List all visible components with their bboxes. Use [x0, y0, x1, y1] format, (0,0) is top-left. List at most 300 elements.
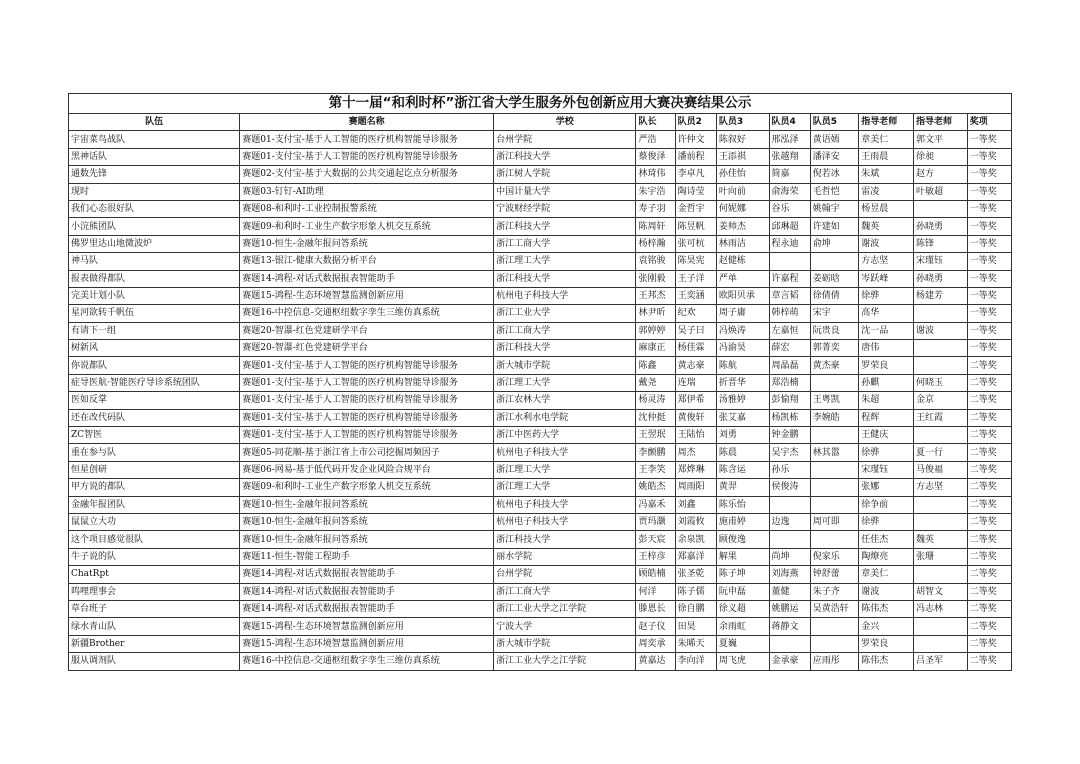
- team-cell: 小浣熊团队: [69, 218, 240, 235]
- member-2-cell: 王陆怡: [675, 427, 716, 444]
- team-cell: 还在改代码队: [69, 409, 240, 426]
- table-row: [69, 374, 1012, 391]
- captain-cell: 杨灵涛: [636, 392, 675, 409]
- award-cell: 一等奖: [967, 235, 1011, 252]
- team-cell: 草台班子: [69, 600, 240, 617]
- member-3-cell: 陈晨: [716, 444, 769, 461]
- table-row: [69, 409, 1012, 426]
- member-4-cell: 简嘉: [769, 166, 810, 183]
- member-4-cell: [769, 531, 810, 548]
- advisor-1-cell: 朱斌: [859, 166, 914, 183]
- advisor-2-cell: 孙晓勇: [913, 270, 967, 287]
- member-5-cell: 徐倩倩: [810, 287, 858, 304]
- member-3-cell: 严单: [716, 270, 769, 287]
- table-row: [69, 635, 1012, 652]
- member-4-cell: 张越翔: [769, 148, 810, 165]
- member-5-cell: 许建如: [810, 218, 858, 235]
- topic-cell: 赛题10-恒生-金融年报问答系统: [240, 235, 494, 252]
- topic-cell: 赛题15-鸿程-生态环境智慧监测创新应用: [240, 618, 494, 635]
- topic-cell: 赛题16-中控信息-交通枢纽数字孪生三维仿真系统: [240, 305, 494, 322]
- member-4-cell: 侯俊涛: [769, 479, 810, 496]
- topic-cell: 赛题14-鸿程-对话式数据报表智能助手: [240, 600, 494, 617]
- header-row: [69, 114, 1012, 131]
- table-row: [69, 618, 1012, 635]
- table-row: [69, 583, 1012, 600]
- award-cell: 二等奖: [967, 653, 1011, 670]
- award-cell: 二等奖: [967, 618, 1011, 635]
- member-4-cell: 邢泓泽: [769, 131, 810, 148]
- topic-cell: 赛题01-支付宝-基于人工智能的医疗机构智能导诊服务: [240, 392, 494, 409]
- school-cell: 浙江树人学院: [494, 166, 636, 183]
- member-5-cell: 郭菁奕: [810, 340, 858, 357]
- school-cell: 浙江中医药大学: [494, 427, 636, 444]
- advisor-2-cell: [913, 200, 967, 217]
- advisor-2-cell: 叶敏超: [913, 183, 967, 200]
- topic-cell: 赛题10-恒生-金融年报问答系统: [240, 513, 494, 530]
- member-5-cell: 王粤凯: [810, 392, 858, 409]
- member-3-cell: 张艾嘉: [716, 409, 769, 426]
- member-4-cell: 周晶磊: [769, 357, 810, 374]
- member-5-cell: 毛哲恺: [810, 183, 858, 200]
- school-cell: 浙江工业大学: [494, 305, 636, 322]
- advisor-2-cell: 冯志林: [913, 600, 967, 617]
- table-row: [69, 200, 1012, 217]
- member-5-cell: 林其嚣: [810, 444, 858, 461]
- award-cell: 二等奖: [967, 392, 1011, 409]
- member-2-cell: 郑烨琳: [675, 461, 716, 478]
- member-4-cell: 刘海燕: [769, 566, 810, 583]
- topic-cell: 赛题14-鸿程-对话式数据报表智能助手: [240, 566, 494, 583]
- member-2-cell: 周杰: [675, 444, 716, 461]
- advisor-2-cell: 孙晓勇: [913, 218, 967, 235]
- member-3-cell: 解果: [716, 548, 769, 565]
- advisor-2-cell: [913, 513, 967, 530]
- school-cell: 宁波财经学院: [494, 200, 636, 217]
- table-row: [69, 479, 1012, 496]
- team-cell: 神马队: [69, 253, 240, 270]
- advisor-1-cell: 金兴: [859, 618, 914, 635]
- team-cell: 宇宙菜鸟战队: [69, 131, 240, 148]
- member-4-cell: 许嘉程: [769, 270, 810, 287]
- school-cell: 浙江工商大学: [494, 322, 636, 339]
- school-cell: 浙江理工大学: [494, 461, 636, 478]
- team-cell: 佛罗里达山地微波炉: [69, 235, 240, 252]
- member-3-cell: 折晋华: [716, 374, 769, 391]
- advisor-2-cell: 张珊: [913, 548, 967, 565]
- member-3-cell: 孙佳怡: [716, 166, 769, 183]
- advisor-1-cell: 沈一品: [859, 322, 914, 339]
- advisor-1-cell: 陶燎亮: [859, 548, 914, 565]
- team-cell: 我们心态很好队: [69, 200, 240, 217]
- team-cell: 现时: [69, 183, 240, 200]
- member-5-cell: [810, 427, 858, 444]
- team-cell: 重在参与队: [69, 444, 240, 461]
- topic-cell: 赛题01-支付宝-基于人工智能的医疗机构智能导诊服务: [240, 357, 494, 374]
- member-2-cell: 潘前程: [675, 148, 716, 165]
- team-cell: 鸣哩理事会: [69, 583, 240, 600]
- results-table: [68, 93, 1012, 671]
- member-3-cell: 冯焕涛: [716, 322, 769, 339]
- school-cell: 浙江科技大学: [494, 218, 636, 235]
- member-4-cell: 邱琳超: [769, 218, 810, 235]
- captain-cell: 张刚毅: [636, 270, 675, 287]
- topic-cell: 赛题09-和利时-工业生产数字形象人机交互系统: [240, 218, 494, 235]
- member-5-cell: [810, 479, 858, 496]
- team-cell: 通数先锋: [69, 166, 240, 183]
- member-2-cell: 李卓凡: [675, 166, 716, 183]
- advisor-2-cell: 胡智文: [913, 583, 967, 600]
- captain-cell: 姚皓杰: [636, 479, 675, 496]
- advisor-1-cell: 陈伟杰: [859, 653, 914, 670]
- award-cell: 二等奖: [967, 583, 1011, 600]
- captain-cell: 彭天宸: [636, 531, 675, 548]
- member-2-cell: 黄俊轩: [675, 409, 716, 426]
- member-4-cell: 金承豪: [769, 653, 810, 670]
- advisor-1-cell: 魏英: [859, 218, 914, 235]
- advisor-1-cell: 王健庆: [859, 427, 914, 444]
- award-cell: 二等奖: [967, 548, 1011, 565]
- school-cell: 台州学院: [494, 566, 636, 583]
- member-5-cell: 倪若冰: [810, 166, 858, 183]
- member-3-cell: 汤雅婷: [716, 392, 769, 409]
- captain-cell: 顾皓楠: [636, 566, 675, 583]
- advisor-2-cell: 吕圣军: [913, 653, 967, 670]
- member-2-cell: 朱晞天: [675, 635, 716, 652]
- member-5-cell: 宋宇: [810, 305, 858, 322]
- member-2-cell: 杨佳霖: [675, 340, 716, 357]
- member-5-cell: 俞坤: [810, 235, 858, 252]
- school-cell: 浙江水利水电学院: [494, 409, 636, 426]
- advisor-1-cell: 罗荣良: [859, 635, 914, 652]
- school-cell: 浙江工业大学之江学院: [494, 653, 636, 670]
- captain-cell: 滕恩长: [636, 600, 675, 617]
- award-cell: 一等奖: [967, 253, 1011, 270]
- advisor-2-cell: [913, 357, 967, 374]
- advisor-1-cell: 徐骅: [859, 287, 914, 304]
- header-member-5: 队员5: [810, 114, 858, 131]
- advisor-2-cell: 夏一行: [913, 444, 967, 461]
- advisor-1-cell: 章美仁: [859, 566, 914, 583]
- topic-cell: 赛题15-鸿程-生态环境智慧监测创新应用: [240, 635, 494, 652]
- captain-cell: 朱宇浩: [636, 183, 675, 200]
- team-cell: ZC智医: [69, 427, 240, 444]
- member-2-cell: 陶诗莹: [675, 183, 716, 200]
- topic-cell: 赛题08-和利时-工业控制报警系统: [240, 200, 494, 217]
- award-cell: 二等奖: [967, 496, 1011, 513]
- advisor-1-cell: 谢波: [859, 235, 914, 252]
- table-row: [69, 305, 1012, 322]
- school-cell: 宁波大学: [494, 618, 636, 635]
- topic-cell: 赛题05-同花顺-基于浙江省上市公司挖掘周频因子: [240, 444, 494, 461]
- captain-cell: 王翌珉: [636, 427, 675, 444]
- table-row: [69, 653, 1012, 670]
- table-row: [69, 270, 1012, 287]
- topic-cell: 赛题14-鸿程-对话式数据报表智能助手: [240, 270, 494, 287]
- advisor-1-cell: 张娜: [859, 479, 914, 496]
- school-cell: 浙江理工大学: [494, 479, 636, 496]
- captain-cell: 麻康正: [636, 340, 675, 357]
- award-cell: 二等奖: [967, 479, 1011, 496]
- award-cell: 二等奖: [967, 374, 1011, 391]
- award-cell: 一等奖: [967, 305, 1011, 322]
- advisor-1-cell: 罗荣良: [859, 357, 914, 374]
- member-4-cell: 姚鹏运: [769, 600, 810, 617]
- school-cell: 浙大城市学院: [494, 635, 636, 652]
- team-cell: 新疆Brother: [69, 635, 240, 652]
- table-body: [69, 131, 1012, 670]
- school-cell: 浙江理工大学: [494, 374, 636, 391]
- award-cell: 一等奖: [967, 183, 1011, 200]
- advisor-1-cell: 雷凌: [859, 183, 914, 200]
- member-2-cell: 周雨阳: [675, 479, 716, 496]
- topic-cell: 赛题14-鸿程-对话式数据报表智能助手: [240, 583, 494, 600]
- member-4-cell: 韩梓萌: [769, 305, 810, 322]
- header-award: 奖项: [967, 114, 1011, 131]
- header-team: 队伍: [69, 114, 240, 131]
- captain-cell: 贾玛灏: [636, 513, 675, 530]
- member-4-cell: 彭愉翔: [769, 392, 810, 409]
- header-captain: 队长: [636, 114, 675, 131]
- member-4-cell: 谷乐: [769, 200, 810, 217]
- member-3-cell: 何妮娜: [716, 200, 769, 217]
- member-5-cell: 吴黄浩轩: [810, 600, 858, 617]
- school-cell: 杭州电子科技大学: [494, 513, 636, 530]
- table-row: [69, 131, 1012, 148]
- member-5-cell: 钟舒蕾: [810, 566, 858, 583]
- advisor-1-cell: 任佳杰: [859, 531, 914, 548]
- team-cell: 有请下一组: [69, 322, 240, 339]
- member-4-cell: 钟金鹏: [769, 427, 810, 444]
- captain-cell: 周奕承: [636, 635, 675, 652]
- advisor-2-cell: 谢波: [913, 322, 967, 339]
- table-row: [69, 218, 1012, 235]
- table-row: [69, 461, 1012, 478]
- header-advisor-2: 指导老师: [913, 114, 967, 131]
- member-2-cell: 纪欢: [675, 305, 716, 322]
- advisor-2-cell: [913, 566, 967, 583]
- topic-cell: 赛题01-支付宝-基于人工智能的医疗机构智能导诊服务: [240, 409, 494, 426]
- member-5-cell: 阮贵良: [810, 322, 858, 339]
- captain-cell: 冯嘉禾: [636, 496, 675, 513]
- award-cell: 二等奖: [967, 444, 1011, 461]
- member-2-cell: 张圣乾: [675, 566, 716, 583]
- table-row: [69, 548, 1012, 565]
- team-cell: 症导医航·智能医疗导诊系统团队: [69, 374, 240, 391]
- school-cell: 浙江工商大学: [494, 583, 636, 600]
- member-4-cell: 杨凯栋: [769, 409, 810, 426]
- award-cell: 二等奖: [967, 635, 1011, 652]
- advisor-1-cell: 章美仁: [859, 131, 914, 148]
- advisor-1-cell: 岑跃峰: [859, 270, 914, 287]
- award-cell: 一等奖: [967, 166, 1011, 183]
- table-row: [69, 531, 1012, 548]
- member-4-cell: 孙乐: [769, 461, 810, 478]
- captain-cell: 林琦伟: [636, 166, 675, 183]
- member-3-cell: 欧阳贝承: [716, 287, 769, 304]
- member-5-cell: 倪家乐: [810, 548, 858, 565]
- advisor-2-cell: [913, 305, 967, 322]
- advisor-2-cell: 宋瑾钰: [913, 253, 967, 270]
- member-3-cell: 施甫婷: [716, 513, 769, 530]
- member-4-cell: 郑浩楠: [769, 374, 810, 391]
- member-4-cell: 俞海荣: [769, 183, 810, 200]
- member-2-cell: 金哲宇: [675, 200, 716, 217]
- advisor-1-cell: 方志坚: [859, 253, 914, 270]
- header-school: 学校: [494, 114, 636, 131]
- school-cell: 中国计量大学: [494, 183, 636, 200]
- team-cell: 这个项目感觉很队: [69, 531, 240, 548]
- school-cell: 浙江农林大学: [494, 392, 636, 409]
- member-3-cell: 刘勇: [716, 427, 769, 444]
- school-cell: 台州学院: [494, 131, 636, 148]
- award-cell: 一等奖: [967, 322, 1011, 339]
- member-4-cell: 薛宏: [769, 340, 810, 357]
- school-cell: 浙江理工大学: [494, 253, 636, 270]
- captain-cell: 王邦杰: [636, 287, 675, 304]
- member-4-cell: 程永迪: [769, 235, 810, 252]
- member-2-cell: 吴子曰: [675, 322, 716, 339]
- member-4-cell: 董健: [769, 583, 810, 600]
- table-row: [69, 235, 1012, 252]
- member-3-cell: 陈子坤: [716, 566, 769, 583]
- advisor-2-cell: 方志坚: [913, 479, 967, 496]
- advisor-2-cell: 郭文平: [913, 131, 967, 148]
- captain-cell: 寿子羽: [636, 200, 675, 217]
- school-cell: 浙江科技大学: [494, 270, 636, 287]
- award-cell: 二等奖: [967, 600, 1011, 617]
- school-cell: 浙江科技大学: [494, 148, 636, 165]
- member-4-cell: 吴宇杰: [769, 444, 810, 461]
- school-cell: 浙大城市学院: [494, 357, 636, 374]
- school-cell: 浙江科技大学: [494, 531, 636, 548]
- member-5-cell: 应雨彤: [810, 653, 858, 670]
- member-5-cell: [810, 618, 858, 635]
- advisor-2-cell: 马俊福: [913, 461, 967, 478]
- member-3-cell: 林雨洁: [716, 235, 769, 252]
- table-row: [69, 148, 1012, 165]
- member-3-cell: 余雨虹: [716, 618, 769, 635]
- team-cell: 金融年报团队: [69, 496, 240, 513]
- captain-cell: 林尹昕: [636, 305, 675, 322]
- captain-cell: 陈周轩: [636, 218, 675, 235]
- member-3-cell: 叶向前: [716, 183, 769, 200]
- member-4-cell: [769, 496, 810, 513]
- advisor-1-cell: 唐伟: [859, 340, 914, 357]
- member-3-cell: 陈含运: [716, 461, 769, 478]
- member-2-cell: 田昊: [675, 618, 716, 635]
- member-3-cell: 陈叙好: [716, 131, 769, 148]
- header-member-2: 队员2: [675, 114, 716, 131]
- award-cell: 一等奖: [967, 200, 1011, 217]
- topic-cell: 赛题13-银江-健康大数据分析平台: [240, 253, 494, 270]
- member-3-cell: 阮申磊: [716, 583, 769, 600]
- award-cell: 二等奖: [967, 357, 1011, 374]
- header-member-3: 队员3: [716, 114, 769, 131]
- member-2-cell: 张可杭: [675, 235, 716, 252]
- advisor-2-cell: [913, 496, 967, 513]
- award-cell: 一等奖: [967, 287, 1011, 304]
- topic-cell: 赛题20-智瀑-红色党建研学平台: [240, 340, 494, 357]
- school-cell: 浙江科技大学: [494, 340, 636, 357]
- captain-cell: 陈鑫: [636, 357, 675, 374]
- award-cell: 一等奖: [967, 131, 1011, 148]
- captain-cell: 沈仲挺: [636, 409, 675, 426]
- advisor-2-cell: [913, 340, 967, 357]
- table-title: 第十一届“和利时杯”浙江省大学生服务外包创新应用大赛决赛结果公示: [68, 93, 1012, 113]
- member-2-cell: 黄志豪: [675, 357, 716, 374]
- member-5-cell: 周可即: [810, 513, 858, 530]
- team-cell: 完美计划小队: [69, 287, 240, 304]
- school-cell: 浙江工商大学: [494, 235, 636, 252]
- table-row: [69, 322, 1012, 339]
- award-cell: 一等奖: [967, 218, 1011, 235]
- member-5-cell: 黄语嫣: [810, 131, 858, 148]
- table-row: [69, 600, 1012, 617]
- member-3-cell: 陈航: [716, 357, 769, 374]
- award-cell: 一等奖: [967, 148, 1011, 165]
- award-cell: 二等奖: [967, 427, 1011, 444]
- captain-cell: 王梓彦: [636, 548, 675, 565]
- table-row: [69, 287, 1012, 304]
- award-cell: 一等奖: [967, 340, 1011, 357]
- topic-cell: 赛题20-智瀑-红色党建研学平台: [240, 322, 494, 339]
- topic-cell: 赛题16-中控信息-交通枢纽数字孪生三维仿真系统: [240, 653, 494, 670]
- member-2-cell: 陈昱帆: [675, 218, 716, 235]
- advisor-2-cell: [913, 427, 967, 444]
- advisor-2-cell: 金京: [913, 392, 967, 409]
- school-cell: 丽水学院: [494, 548, 636, 565]
- table-row: [69, 427, 1012, 444]
- table-row: [69, 513, 1012, 530]
- member-2-cell: 王子洋: [675, 270, 716, 287]
- advisor-1-cell: 徐争前: [859, 496, 914, 513]
- advisor-2-cell: [913, 618, 967, 635]
- member-3-cell: 陈乐怡: [716, 496, 769, 513]
- topic-cell: 赛题11-恒生-智能工程助手: [240, 548, 494, 565]
- topic-cell: 赛题01-支付宝-基于人工智能的医疗机构智能导诊服务: [240, 374, 494, 391]
- captain-cell: 黄嘉达: [636, 653, 675, 670]
- captain-cell: 蔡俊泽: [636, 148, 675, 165]
- team-cell: 树新风: [69, 340, 240, 357]
- team-cell: ChatRpt: [69, 566, 240, 583]
- topic-cell: 赛题06-网易-基于低代码开发企业风险合规平台: [240, 461, 494, 478]
- member-4-cell: 尚坤: [769, 548, 810, 565]
- member-2-cell: 刘鑫: [675, 496, 716, 513]
- member-2-cell: 连瑞: [675, 374, 716, 391]
- topic-cell: 赛题01-支付宝-基于人工智能的医疗机构智能导诊服务: [240, 427, 494, 444]
- award-cell: 一等奖: [967, 270, 1011, 287]
- member-2-cell: 李向洋: [675, 653, 716, 670]
- member-5-cell: 李婉皓: [810, 409, 858, 426]
- topic-cell: 赛题03-钉钉-AI助理: [240, 183, 494, 200]
- table-row: [69, 166, 1012, 183]
- member-5-cell: 黄杰豪: [810, 357, 858, 374]
- topic-cell: 赛题01-支付宝-基于人工智能的医疗机构智能导诊服务: [240, 148, 494, 165]
- member-5-cell: [810, 635, 858, 652]
- captain-cell: 李颤鹏: [636, 444, 675, 461]
- member-3-cell: 赵健栋: [716, 253, 769, 270]
- member-2-cell: 陈昊宪: [675, 253, 716, 270]
- table-row: [69, 253, 1012, 270]
- team-cell: 甲方说的都队: [69, 479, 240, 496]
- member-5-cell: [810, 531, 858, 548]
- header-member-4: 队员4: [769, 114, 810, 131]
- member-5-cell: [810, 253, 858, 270]
- team-cell: 绿水青山队: [69, 618, 240, 635]
- advisor-1-cell: 杨昱晨: [859, 200, 914, 217]
- advisor-2-cell: 陈锋: [913, 235, 967, 252]
- school-cell: 杭州电子科技大学: [494, 444, 636, 461]
